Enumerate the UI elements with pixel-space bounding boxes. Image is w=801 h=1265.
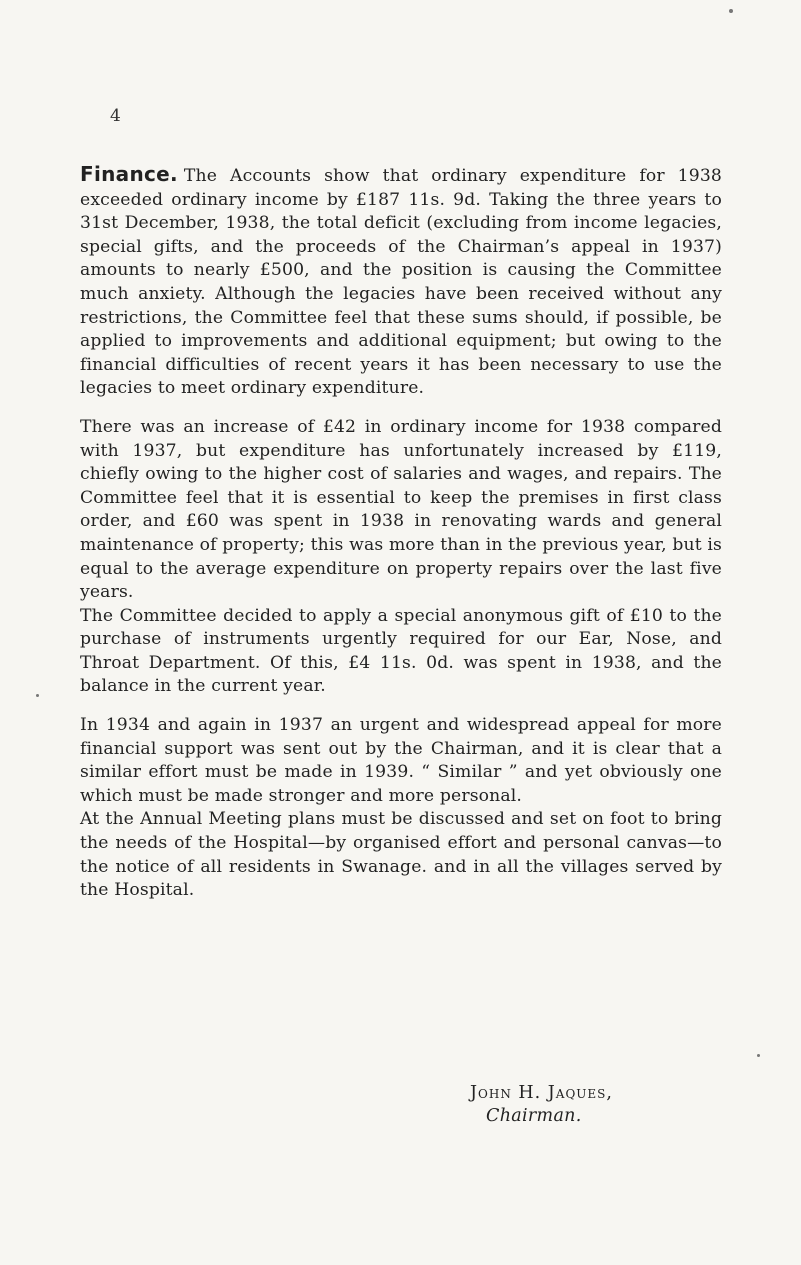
paragraph-finance	[80, 163, 722, 401]
signature-title: Chairman.	[486, 1106, 582, 1126]
paper-speck	[36, 694, 39, 697]
paragraph-income: There was an increase of £42 in ordinary income for 1938 compared with 1937, but expenditure has unfortunately increased by £119, chiefly owing to the higher cost of salaries and wages, and repairs. The Committee feel that it is essential to keep the premises in first class order, and £60 was spent in 1938 in renovating wards and general maintenance of property; this was more than in the previous year, but is equal to the average expenditure on property repairs over the last five years.	[80, 416, 722, 603]
paragraph-text: The Accounts show that ordinary expenditure for 1938 exceeded ordinary income by £187 11s. 9d. Taking the three years to 31st December, 1938, the total deficit (excluding from income legacies, special gifts, and the proceeds of the Chairman’s appeal in 1937) amounts to nearly £500, and the position is causing the Committee much anxiety. Although the legacies have been received without any restrictions, the Committee feel that these sums should, if possible, be applied to improvements and additional equipment; but owing to the financial difficulties of recent years it has been necessary to use the legacies to meet ordinary expenditure.	[80, 166, 722, 399]
paper-speck	[757, 1054, 760, 1057]
section-heading: Finance.	[80, 162, 178, 186]
paragraph-annual-meeting: At the Annual Meeting plans must be discussed and set on foot to bring the needs of the Hospital—by organised effort and personal canvas—to the notice of all residents in Swanage. and in all the villages served by the Hospital.	[80, 809, 722, 901]
signature-name: John H. Jaques,	[470, 1083, 613, 1103]
paragraph-gift: The Committee decided to apply a special anonymous gift of £10 to the purchase of instruments urgently required for our Ear, Nose, and Throat Department. Of this, £4 11s. 0d. was spent in 1938, and the balance in the current year.	[80, 605, 722, 697]
signature-block	[470, 1082, 613, 1128]
paragraph-appeal: In 1934 and again in 1937 an urgent and widespread appeal for more financial support was sent out by the Chairman, and it is clear that a similar effort must be made in 1939. “ Similar ” and yet obviously one which must be made stronger and more personal.	[80, 715, 722, 806]
body-text	[80, 163, 722, 903]
page-number: 4	[110, 106, 121, 126]
paper-speck	[729, 9, 733, 13]
